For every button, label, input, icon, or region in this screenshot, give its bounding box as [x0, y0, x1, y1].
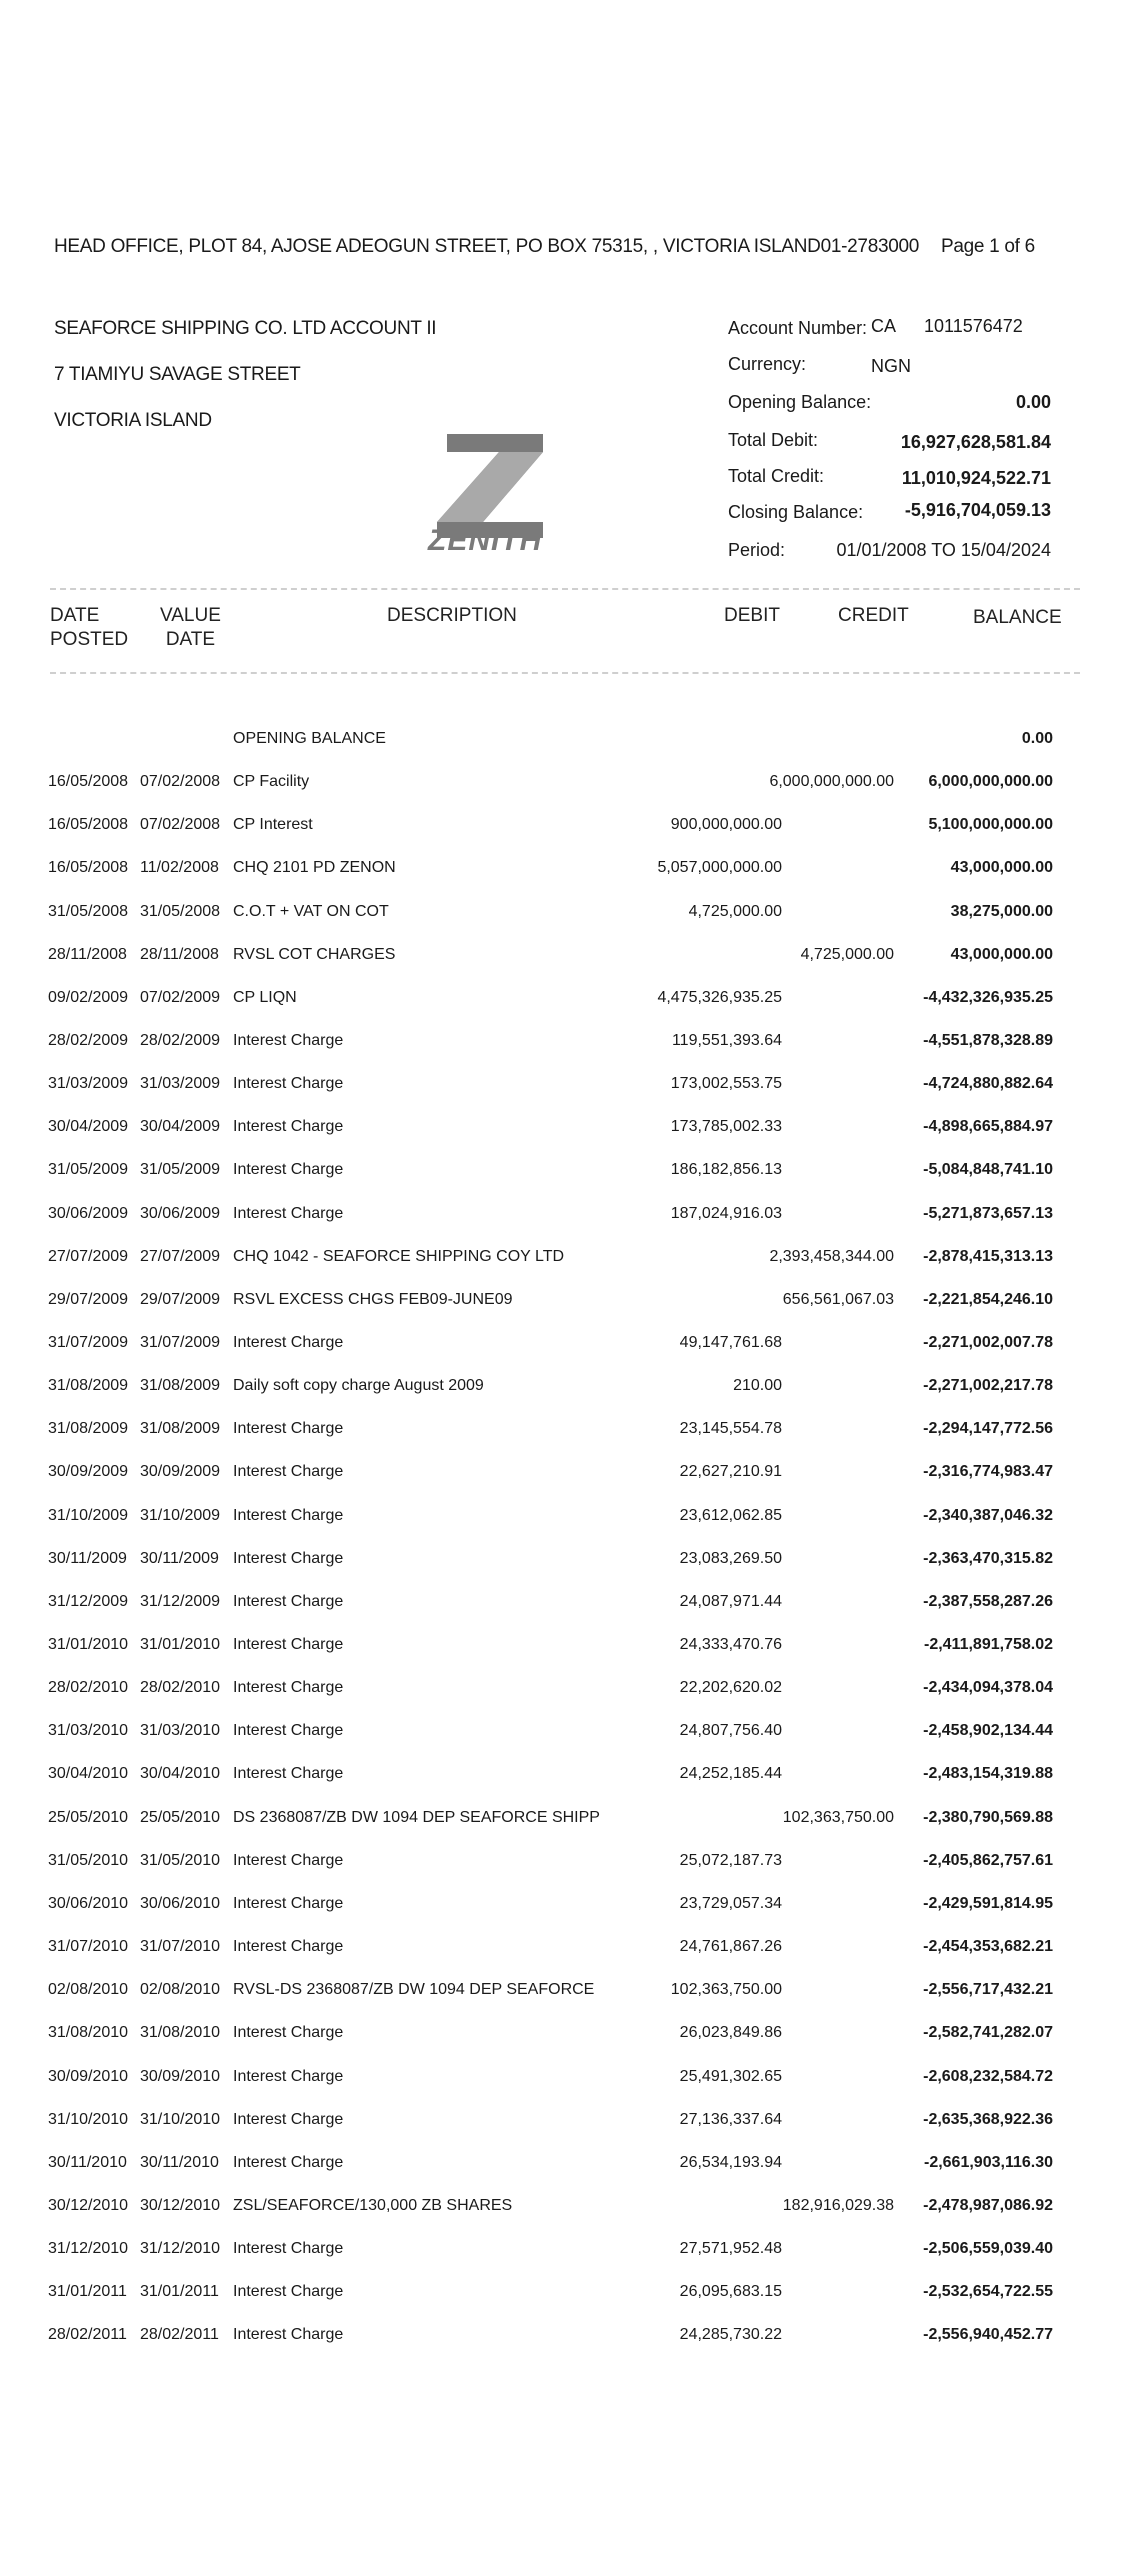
description-cell: RSVL EXCESS CHGS FEB09-JUNE09	[233, 1290, 513, 1308]
value-date-cell: 30/06/2009	[140, 1204, 221, 1222]
value-date-cell: 07/02/2008	[140, 816, 221, 834]
table-row	[0, 1809, 1121, 1839]
date-posted-cell: 16/05/2008	[48, 859, 129, 877]
debit-cell: 24,333,470.76	[679, 1636, 782, 1653]
balance-cell: -2,271,002,007.78	[923, 1333, 1053, 1351]
description-cell: Interest Charge	[233, 1118, 344, 1136]
value-date-cell: 31/03/2009	[140, 1075, 221, 1092]
date-posted-cell: 31/08/2009	[48, 1420, 129, 1438]
table-row	[0, 1377, 1121, 1407]
balance-cell: -4,432,326,935.25	[923, 988, 1053, 1006]
table-row	[0, 1722, 1121, 1752]
date-posted-cell: 25/05/2010	[48, 1808, 129, 1826]
debit-cell: 23,083,269.50	[679, 1549, 782, 1567]
balance-cell: -2,271,002,217.78	[923, 1377, 1053, 1395]
debit-cell: 4,475,326,935.25	[657, 988, 782, 1006]
credit-cell: 6,000,000,000.00	[769, 773, 894, 790]
value-date-cell: 31/05/2010	[140, 1851, 221, 1869]
credit-cell: 102,363,750.00	[782, 1808, 894, 1826]
customer-address-line2: VICTORIA ISLAND	[54, 410, 212, 431]
value-date-cell: 31/10/2009	[140, 1506, 221, 1524]
debit-cell: 25,072,187.73	[679, 1851, 782, 1869]
debit-cell: 119,551,393.64	[671, 1031, 782, 1049]
description-cell: Interest Charge	[233, 1031, 344, 1049]
date-posted-cell: 31/03/2010	[48, 1722, 129, 1740]
debit-cell: 22,202,620.02	[679, 1679, 782, 1697]
col-date-posted: DATE POSTED	[50, 605, 129, 650]
customer-name: SEAFORCE SHIPPING CO. LTD ACCOUNT II	[54, 318, 437, 339]
balance-cell: -2,661,903,116.30	[923, 2153, 1053, 2171]
debit-cell: 25,491,302.65	[679, 2067, 782, 2085]
description-cell: CP Facility	[233, 773, 310, 790]
value-date-cell: 31/08/2009	[140, 1420, 221, 1438]
description-cell: Interest Charge	[233, 1679, 344, 1697]
date-posted-cell: 30/11/2010	[48, 2153, 127, 2171]
debit-cell: 900,000,000.00	[670, 816, 782, 834]
value-date-cell: 31/03/2010	[140, 1722, 221, 1740]
value-date-cell: 02/08/2010	[140, 1981, 221, 1999]
table-row	[0, 1981, 1121, 2011]
description-cell: Interest Charge	[233, 1765, 344, 1783]
balance-cell: -2,294,147,772.56	[923, 1420, 1053, 1438]
description-cell: Interest Charge	[233, 1636, 344, 1653]
value-date-cell: 30/09/2009	[140, 1463, 221, 1481]
value-date-cell: 30/06/2010	[140, 1894, 221, 1912]
debit-cell: 23,145,554.78	[679, 1420, 782, 1438]
total-credit-label: Total Credit:	[728, 466, 825, 486]
balance-cell: -2,478,987,086.92	[923, 2196, 1053, 2214]
table-row	[0, 1765, 1121, 1795]
value-date-cell: 11/02/2008	[140, 859, 219, 877]
description-cell: CHQ 1042 - SEAFORCE SHIPPING COY LTD	[233, 1247, 565, 1265]
table-row	[0, 773, 1121, 803]
date-posted-cell: 31/10/2009	[48, 1506, 129, 1524]
description-cell: Interest Charge	[233, 1506, 344, 1524]
date-posted-cell: 30/09/2010	[48, 2067, 129, 2085]
table-row	[0, 2197, 1121, 2227]
date-posted-cell: 28/02/2011	[48, 2326, 127, 2344]
table-row	[0, 2024, 1121, 2054]
table-row	[0, 2283, 1121, 2313]
value-date-cell: 28/02/2011	[140, 2326, 219, 2344]
description-cell: Interest Charge	[233, 1204, 344, 1222]
value-date-cell: 28/11/2008	[140, 945, 219, 963]
col-description: DESCRIPTION	[387, 605, 517, 626]
date-posted-cell: 31/05/2008	[48, 902, 129, 920]
table-row	[0, 1679, 1121, 1709]
table-row	[0, 1291, 1121, 1321]
balance-cell: -2,483,154,319.88	[923, 1765, 1053, 1783]
value-date-cell: 07/02/2009	[140, 988, 221, 1006]
description-cell: DS 2368087/ZB DW 1094 DEP SEAFORCE SHIPP	[233, 1808, 600, 1826]
table-row	[0, 1205, 1121, 1235]
balance-cell: -4,551,878,328.89	[923, 1031, 1053, 1049]
balance-cell: -2,532,654,722.55	[923, 2283, 1053, 2301]
balance-cell: -2,506,559,039.40	[923, 2240, 1053, 2258]
period-value: 01/01/2008 TO 15/04/2024	[836, 540, 1051, 560]
debit-cell: 210.00	[733, 1377, 782, 1395]
table-row	[0, 1248, 1121, 1278]
date-posted-cell: 30/04/2010	[48, 1765, 129, 1783]
balance-cell: -2,878,415,313.13	[923, 1247, 1053, 1265]
col-balance: BALANCE	[973, 607, 1062, 628]
date-posted-cell: 30/11/2009	[48, 1549, 127, 1567]
description-cell: RVSL COT CHARGES	[233, 945, 396, 963]
balance-cell: 6,000,000,000.00	[928, 773, 1053, 790]
description-cell: Daily soft copy charge August 2009	[233, 1377, 484, 1395]
debit-cell: 4,725,000.00	[688, 902, 782, 920]
balance-cell: -2,380,790,569.88	[923, 1808, 1053, 1826]
col-credit: CREDIT	[838, 605, 909, 626]
balance-cell: -2,411,891,758.02	[923, 1636, 1053, 1653]
balance-cell: -4,898,665,884.97	[923, 1118, 1053, 1136]
value-date-cell: 28/02/2010	[140, 1679, 221, 1697]
description-cell: CHQ 2101 PD ZENON	[233, 859, 396, 877]
balance-cell: -2,316,774,983.47	[923, 1463, 1053, 1481]
debit-cell: 102,363,750.00	[670, 1981, 782, 1999]
description-cell: Interest Charge	[233, 1592, 344, 1610]
value-date-cell: 31/10/2010	[140, 2110, 221, 2128]
description-cell: CP Interest	[233, 816, 313, 834]
date-posted-cell: 31/10/2010	[48, 2110, 129, 2128]
table-row	[0, 2068, 1121, 2098]
currency-value: NGN	[871, 356, 911, 376]
credit-cell: 2,393,458,344.00	[769, 1247, 894, 1265]
table-row	[0, 1420, 1121, 1450]
debit-cell: 22,627,210.91	[679, 1463, 782, 1481]
date-posted-cell: 31/01/2010	[48, 1636, 129, 1653]
value-date-cell: 27/07/2009	[140, 1247, 221, 1265]
date-posted-cell: 31/08/2009	[48, 1377, 129, 1395]
opening-balance-row	[0, 730, 1121, 760]
table-row	[0, 2326, 1121, 2356]
value-date-cell: 30/04/2010	[140, 1765, 221, 1783]
date-posted-cell: 02/08/2010	[48, 1981, 129, 1999]
table-row	[0, 1938, 1121, 1968]
date-posted-cell: 31/03/2009	[48, 1075, 129, 1092]
period-label: Period:	[728, 540, 786, 560]
debit-cell: 173,785,002.33	[670, 1118, 782, 1136]
date-posted-cell: 16/05/2008	[48, 816, 129, 834]
value-date-cell: 30/04/2009	[140, 1118, 221, 1136]
date-posted-cell: 28/02/2009	[48, 1031, 129, 1049]
value-date-cell: 25/05/2010	[140, 1808, 221, 1826]
zenith-logo-text: ZENITH	[428, 524, 543, 557]
description-cell: Interest Charge	[233, 1161, 344, 1179]
balance-cell: -2,556,940,452.77	[923, 2326, 1053, 2344]
opening-row-balance: 0.00	[1021, 730, 1053, 747]
date-posted-cell: 30/12/2010	[48, 2196, 129, 2214]
table-row	[0, 989, 1121, 1019]
balance-cell: -2,405,862,757.61	[923, 1851, 1053, 1869]
table-row	[0, 1463, 1121, 1493]
total-debit-label: Total Debit:	[728, 430, 819, 450]
table-row	[0, 903, 1121, 933]
total-credit-value: 11,010,924,522.71	[901, 468, 1051, 488]
balance-cell: 43,000,000.00	[950, 945, 1053, 963]
value-date-cell: 31/05/2008	[140, 902, 221, 920]
date-posted-cell: 30/06/2009	[48, 1204, 129, 1222]
table-row	[0, 1593, 1121, 1623]
date-posted-cell: 28/02/2010	[48, 1679, 129, 1697]
table-row	[0, 1507, 1121, 1537]
balance-cell: 5,100,000,000.00	[928, 816, 1053, 834]
date-posted-cell: 30/04/2009	[48, 1118, 129, 1136]
date-posted-cell: 29/07/2009	[48, 1290, 129, 1308]
table-row	[0, 946, 1121, 976]
date-posted-cell: 31/12/2010	[48, 2240, 129, 2258]
closing-balance-label: Closing Balance:	[728, 502, 864, 522]
date-posted-cell: 31/05/2009	[48, 1161, 129, 1179]
page-number: Page 1 of 6	[941, 236, 1035, 257]
value-date-cell: 31/08/2010	[140, 2024, 221, 2042]
bank-address: HEAD OFFICE, PLOT 84, AJOSE ADEOGUN STREET, PO BOX 75315, , VICTORIA ISLAND01-2783000	[54, 236, 920, 257]
description-cell: Interest Charge	[233, 2067, 344, 2085]
customer-address-line1: 7 TIAMIYU SAVAGE STREET	[54, 364, 301, 385]
description-cell: Interest Charge	[233, 1851, 344, 1869]
description-cell: Interest Charge	[233, 1333, 344, 1351]
value-date-cell: 31/07/2009	[140, 1333, 221, 1351]
balance-cell: -2,429,591,814.95	[923, 1894, 1053, 1912]
account-number-label: Account Number:	[728, 318, 868, 338]
date-posted-cell: 30/09/2009	[48, 1463, 129, 1481]
description-cell: Interest Charge	[233, 1420, 344, 1438]
table-row	[0, 1032, 1121, 1062]
value-date-cell: 07/02/2008	[140, 773, 221, 790]
date-posted-cell: 28/11/2008	[48, 945, 127, 963]
balance-cell: -2,454,353,682.21	[923, 1938, 1053, 1955]
table-row	[0, 2154, 1121, 2184]
debit-cell: 26,534,193.94	[679, 2153, 782, 2171]
debit-cell: 24,087,971.44	[679, 1592, 782, 1610]
description-cell: Interest Charge	[233, 1722, 344, 1740]
account-type: CA	[871, 316, 897, 336]
date-posted-cell: 09/02/2009	[48, 988, 129, 1006]
currency-label: Currency:	[728, 354, 807, 374]
value-date-cell: 31/08/2009	[140, 1377, 221, 1395]
table-row	[0, 1895, 1121, 1925]
debit-cell: 24,761,867.26	[679, 1938, 782, 1955]
value-date-cell: 30/11/2009	[140, 1549, 219, 1567]
balance-cell: -5,084,848,741.10	[923, 1161, 1053, 1179]
date-posted-cell: 31/07/2010	[48, 1938, 129, 1955]
value-date-cell: 31/05/2009	[140, 1161, 221, 1179]
value-date-cell: 31/07/2010	[140, 1938, 221, 1955]
date-posted-cell: 27/07/2009	[48, 1247, 129, 1265]
date-posted-cell: 31/01/2011	[48, 2283, 127, 2301]
balance-cell: -2,582,741,282.07	[923, 2024, 1053, 2042]
debit-cell: 24,285,730.22	[679, 2326, 782, 2344]
value-date-cell: 29/07/2009	[140, 1290, 221, 1308]
value-date-cell: 31/01/2011	[140, 2283, 219, 2301]
description-cell: Interest Charge	[233, 2153, 344, 2171]
header-divider-bottom	[50, 672, 1080, 674]
description-cell: Interest Charge	[233, 1894, 344, 1912]
description-cell: CP LIQN	[233, 988, 297, 1006]
opening-row-description: OPENING BALANCE	[233, 730, 386, 747]
balance-cell: -2,635,368,922.36	[923, 2110, 1053, 2128]
col-value-date: VALUE DATE	[160, 605, 221, 650]
table-row	[0, 1636, 1121, 1666]
table-row	[0, 2111, 1121, 2141]
date-posted-cell: 31/08/2010	[48, 2024, 129, 2042]
value-date-cell: 31/12/2010	[140, 2240, 221, 2258]
description-cell: C.O.T + VAT ON COT	[233, 902, 389, 920]
date-posted-cell: 16/05/2008	[48, 773, 129, 790]
value-date-cell: 31/01/2010	[140, 1636, 221, 1653]
value-date-cell: 31/12/2009	[140, 1592, 221, 1610]
description-cell: RVSL-DS 2368087/ZB DW 1094 DEP SEAFORCE	[233, 1981, 595, 1999]
date-posted-cell: 31/12/2009	[48, 1592, 129, 1610]
balance-cell: -2,434,094,378.04	[923, 1679, 1053, 1697]
balance-cell: -2,608,232,584.72	[923, 2067, 1053, 2085]
description-cell: Interest Charge	[233, 2326, 344, 2344]
table-row	[0, 1334, 1121, 1364]
description-cell: Interest Charge	[233, 2110, 344, 2128]
debit-cell: 27,136,337.64	[679, 2110, 782, 2128]
opening-balance-label: Opening Balance:	[728, 392, 872, 412]
value-date-cell: 30/12/2010	[140, 2196, 221, 2214]
debit-cell: 24,252,185.44	[679, 1765, 782, 1783]
table-row	[0, 859, 1121, 889]
value-date-cell: 28/02/2009	[140, 1031, 221, 1049]
debit-cell: 26,095,683.15	[679, 2283, 782, 2301]
opening-balance-value: 0.00	[1015, 392, 1051, 412]
table-row	[0, 1118, 1121, 1148]
credit-cell: 4,725,000.00	[800, 945, 894, 963]
credit-cell: 182,916,029.38	[782, 2196, 894, 2214]
balance-cell: -2,387,558,287.26	[923, 1592, 1053, 1610]
table-row	[0, 1075, 1121, 1105]
table-row	[0, 2240, 1121, 2270]
table-row	[0, 816, 1121, 846]
value-date-cell: 30/09/2010	[140, 2067, 221, 2085]
value-date-cell: 30/11/2010	[140, 2153, 219, 2171]
debit-cell: 23,612,062.85	[679, 1506, 782, 1524]
balance-cell: -2,221,854,246.10	[923, 1290, 1053, 1308]
description-cell: Interest Charge	[233, 2024, 344, 2042]
debit-cell: 23,729,057.34	[679, 1894, 782, 1912]
total-debit-value: 16,927,628,581.84	[900, 432, 1051, 452]
debit-cell: 24,807,756.40	[679, 1722, 782, 1740]
table-row	[0, 1852, 1121, 1882]
account-number: 1011576472	[924, 316, 1023, 336]
balance-cell: -4,724,880,882.64	[923, 1075, 1053, 1092]
description-cell: ZSL/SEAFORCE/130,000 ZB SHARES	[233, 2196, 513, 2214]
description-cell: Interest Charge	[233, 1549, 344, 1567]
credit-cell: 656,561,067.03	[782, 1290, 894, 1308]
description-cell: Interest Charge	[233, 1938, 344, 1955]
col-debit: DEBIT	[724, 605, 780, 626]
date-posted-cell: 30/06/2010	[48, 1894, 129, 1912]
balance-cell: 43,000,000.00	[950, 859, 1053, 877]
debit-cell: 5,057,000,000.00	[657, 859, 782, 877]
debit-cell: 27,571,952.48	[679, 2240, 782, 2258]
description-cell: Interest Charge	[233, 1463, 344, 1481]
date-posted-cell: 31/05/2010	[48, 1851, 129, 1869]
description-cell: Interest Charge	[233, 1075, 344, 1092]
debit-cell: 26,023,849.86	[679, 2024, 782, 2042]
debit-cell: 186,182,856.13	[670, 1161, 782, 1179]
closing-balance-value: -5,916,704,059.13	[904, 500, 1051, 520]
balance-cell: -2,363,470,315.82	[923, 1549, 1053, 1567]
balance-cell: -2,458,902,134.44	[923, 1722, 1053, 1740]
date-posted-cell: 31/07/2009	[48, 1333, 129, 1351]
table-row	[0, 1550, 1121, 1580]
description-cell: Interest Charge	[233, 2283, 344, 2301]
balance-cell: -2,556,717,432.21	[923, 1981, 1053, 1999]
debit-cell: 49,147,761.68	[679, 1333, 782, 1351]
description-cell: Interest Charge	[233, 2240, 344, 2258]
debit-cell: 187,024,916.03	[670, 1204, 782, 1222]
balance-cell: 38,275,000.00	[950, 902, 1053, 920]
debit-cell: 173,002,553.75	[670, 1075, 782, 1092]
table-row	[0, 1161, 1121, 1191]
balance-cell: -5,271,873,657.13	[923, 1204, 1053, 1222]
balance-cell: -2,340,387,046.32	[923, 1506, 1053, 1524]
header-divider-top	[50, 588, 1080, 590]
